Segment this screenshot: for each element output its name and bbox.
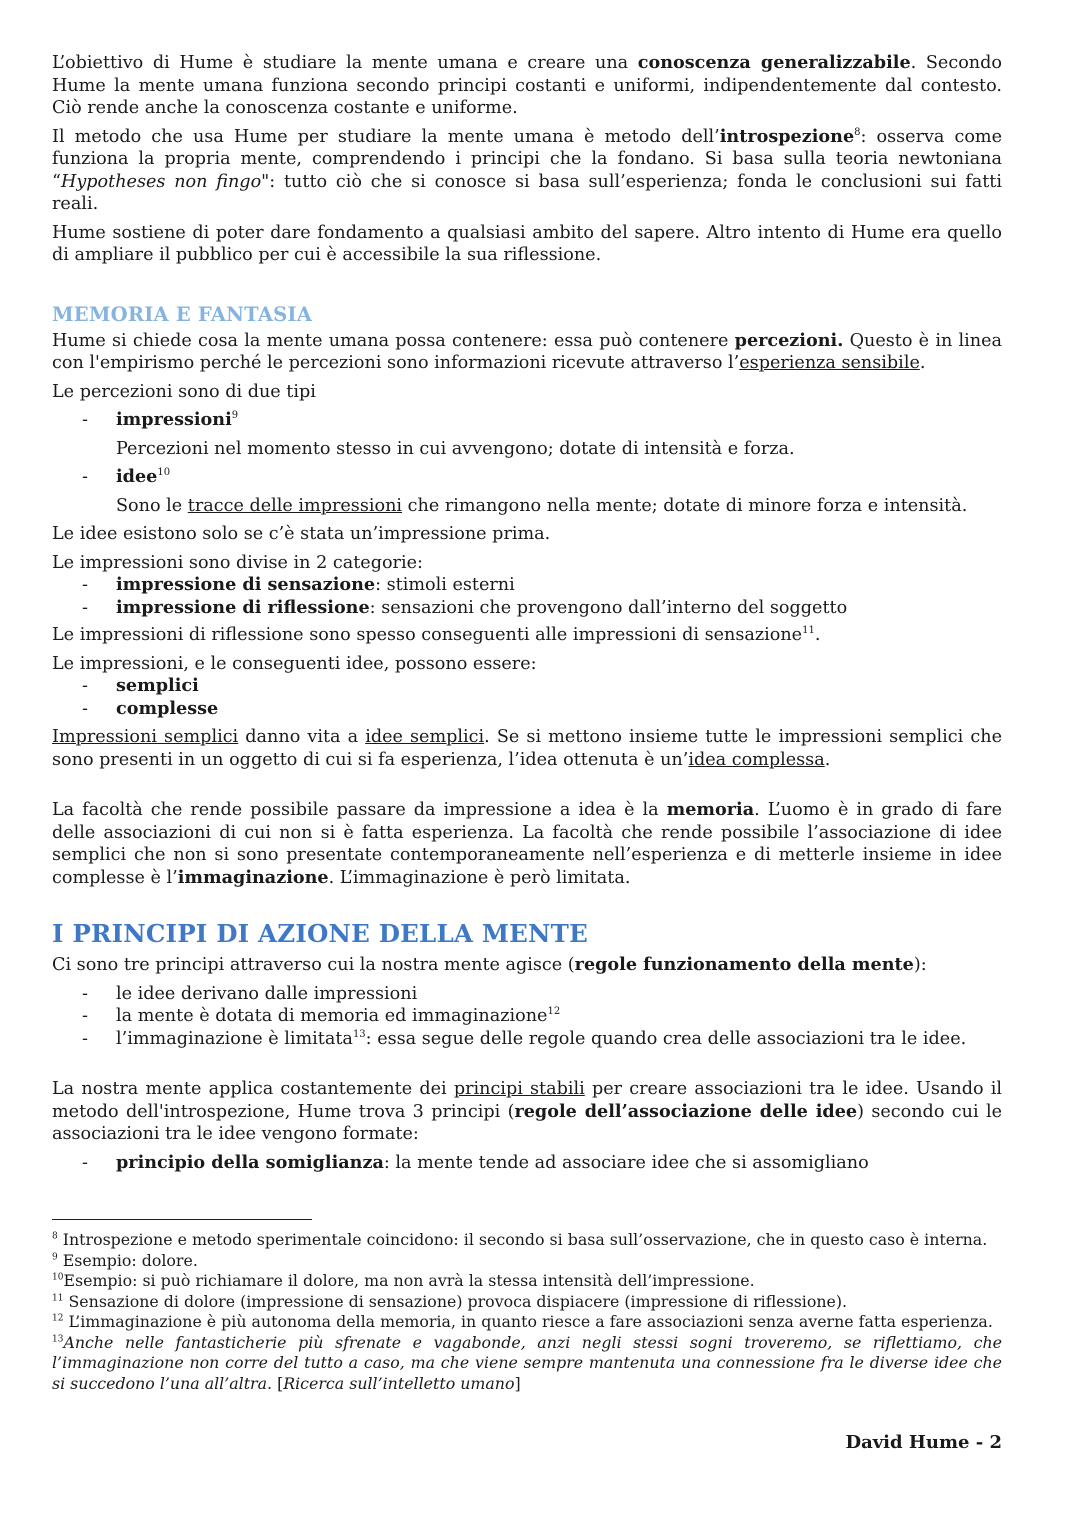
section-heading-memoria: MEMORIA E FANTASIA <box>52 302 313 326</box>
principles-list <box>52 983 1002 1051</box>
page-body <box>52 52 1002 1174</box>
perception-types-list <box>52 409 1002 432</box>
memoria-paragraph-2: Le percezioni sono di due tipi <box>52 381 316 402</box>
footnote-ref-8: 8 <box>854 126 861 138</box>
list-item-principle-2: - la mente è dotata di memoria ed immaginazione$^{12}$ <box>52 1005 1002 1028</box>
footnote-12: $^{12}$ L’immaginazione è più autonoma della memoria, in quanto riesce a fare associazioni senza averne fatta esperienza. <box>52 1312 993 1331</box>
list-item-somiglianza: - principio della somiglianza: la mente tende ad associare idee che si assomigliano <box>52 1152 1002 1175</box>
memoria-paragraph-5: Le impressioni di riflessione sono spesso conseguenti alle impressioni di sensazione$^{11}$. <box>52 625 821 645</box>
impressioni-description: Percezioni nel momento stesso in cui avvengono; dotate di intensità e forza. <box>116 438 795 459</box>
association-rules-list <box>52 1152 1002 1175</box>
list-item-sensazione: - impressione di sensazione: stimoli esterni <box>52 574 1002 597</box>
section-heading-principi: I PRINCIPI DI AZIONE DELLA MENTE <box>52 919 588 948</box>
principi-paragraph-1: Ci sono tre principi attraverso cui la nostra mente agisce (regole funzionamento della mente): <box>52 954 927 975</box>
quote-hypotheses: Hypotheses non fingo <box>61 171 262 192</box>
memoria-paragraph-4: Le impressioni sono divise in 2 categorie: <box>52 552 423 573</box>
intro-paragraph-3: Hume sostiene di poter dare fondamento a qualsiasi ambito del sapere. Altro intento di Hume era quello di ampliare il pubblico per cui è accessibile la sua riflessione. <box>52 222 1002 265</box>
footnote-11: $^{11}$ Sensazione di dolore (impressione di sensazione) provoca dispiacere (impressione di riflessione). <box>52 1291 848 1311</box>
emphasis-introspezione: introspezione <box>719 125 855 147</box>
memoria-paragraph-7: Impressioni semplici danno vita a idee semplici. Se si mettono insieme tutte le impressioni semplici che sono presenti in un oggetto di cui si fa esperienza, l’idea ottenuta è un’idea complessa. <box>52 727 1002 770</box>
memoria-paragraph-1: Hume si chiede cosa la mente umana possa contenere: essa può contenere percezioni. Questo è in linea con l'empirismo perché le percezioni sono informazioni ricevute attraverso l’esperienza sensibile. <box>52 329 1002 373</box>
footnotes <box>52 1230 1002 1394</box>
list-item-principle-1: - le idee derivano dalle impressioni <box>52 983 1002 1006</box>
principi-paragraph-2: La nostra mente applica costantemente dei principi stabili per creare associazioni tra le idee. Usando il metodo dell'introspezione, Hume trova 3 principi (regole dell’associazione delle idee) secondo cui le associazioni tra le idee vengono formate: <box>52 1079 1003 1144</box>
footnote-13: $^{13}$Anche nelle fantasticherie più sfrenate e vagabonde, anzi negli stessi sogni troveremo, se riflettiamo, che l’immaginazione non corre del tutto a caso, ma che viene sempre mantenuta una connessione fra le diverse idee che si succedono l’una all’altra. [Ricerca sull’intelletto umano] <box>52 1332 1002 1393</box>
footnote-8: $^8$ Introspezione e metodo sperimentale coincidono: il secondo si basa sull’osservazione, che in questo caso è interna. <box>52 1230 988 1249</box>
list-item-principle-3: - l’immaginazione è limitata$^{13}$: essa segue delle regole quando crea delle associazioni tra le idee. <box>52 1028 1002 1051</box>
list-item-idee: - idee$^{10}$ <box>52 466 1002 489</box>
idee-description: Sono le tracce delle impressioni che rimangono nella mente; dotate di minore forza e intensità. <box>116 495 968 516</box>
list-item-riflessione: - impressione di riflessione: sensazioni che provengono dall’interno del soggetto <box>52 597 1002 620</box>
memoria-paragraph-8: La facoltà che rende possibile passare da impressione a idea è la memoria. L’uomo è in grado di fare delle associazioni di cui non si è fatta esperienza. La facoltà che rende possibile l’associazione di idee semplici che non si sono presentate contemporaneamente nell’esperienza e di metterle insieme in idee complesse è l’immaginazione. L’immaginazione è però limitata. <box>52 799 1002 888</box>
list-item-complesse: - complesse <box>52 698 1002 721</box>
footnote-10: $^{10}$Esempio: si può richiamare il dolore, ma non avrà la stessa intensità dell’impressione. <box>52 1271 755 1290</box>
list-item-semplici: - semplici <box>52 675 1002 698</box>
memoria-paragraph-3: Le idee esistono solo se c’è stata un’impressione prima. <box>52 524 551 544</box>
emphasis-conoscenza: conoscenza generalizzabile <box>637 52 911 73</box>
footnote-divider <box>52 1219 312 1220</box>
intro-paragraph-2: Il metodo che usa Hume per studiare la mente umana è metodo dell’introspezione$^8$: osserva come funziona la propria mente, comprendendo i principi che la fondano. Si basa sulla teoria newtoniana “Hypotheses non fingo": tutto ciò che si conosce si basa sull’esperienza; fonda le conclusioni sui fatti reali. <box>52 125 1003 214</box>
intro-paragraph-1: L’obiettivo di Hume è studiare la mente umana e creare una conoscenza generalizzabile. Secondo Hume la mente umana funziona secondo principi costanti e uniformi, indipendentemente dal contesto. Ciò rende anche la conoscenza costante e uniforme. <box>52 52 1002 118</box>
impression-categories-list <box>52 574 1002 619</box>
list-item-impressioni: - impressioni$^9$ <box>52 409 1002 432</box>
memoria-paragraph-6: Le impressioni, e le conseguenti idee, possono essere: <box>52 653 537 674</box>
footnote-9: $^9$ Esempio: dolore. <box>52 1250 198 1270</box>
impression-kinds-list <box>52 675 1002 720</box>
page-footer: David Hume - 2 <box>845 1432 1002 1453</box>
